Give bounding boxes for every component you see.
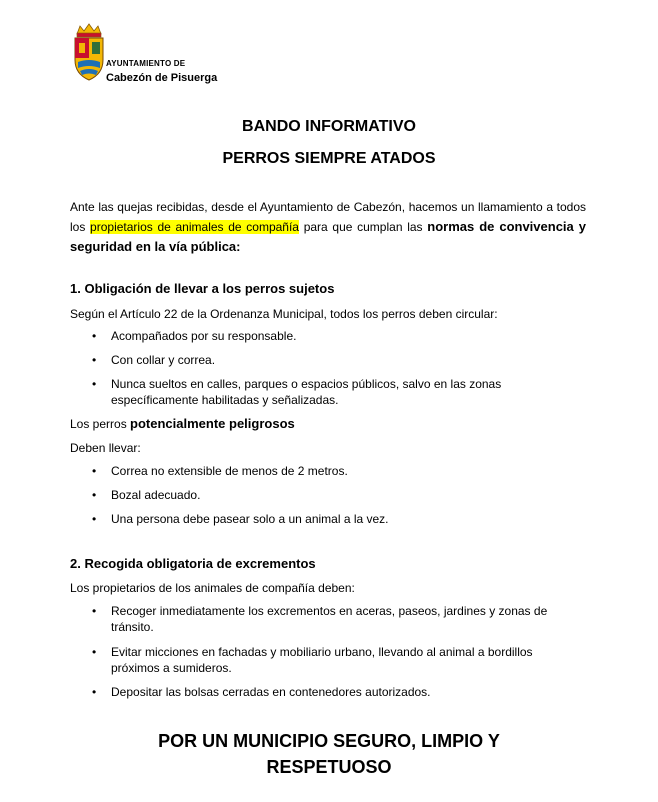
document-title: BANDO INFORMATIVO [242, 118, 416, 135]
section-1-lead: Según el Artículo 22 de la Ordenanza Municipal, todos los perros deben circular: [70, 307, 498, 321]
bullet-icon: • [92, 377, 97, 391]
list-item: Bozal adecuado. [111, 488, 201, 502]
bullet-icon: • [92, 645, 97, 659]
dangerous-bold: potencialmente peligrosos [130, 416, 295, 431]
section-1-heading: 1. Obligación de llevar a los perros sujetos [70, 281, 335, 296]
bullet-icon: • [92, 604, 97, 618]
footer-slogan [0, 728, 658, 780]
must-carry-label: Deben llevar: [70, 441, 141, 455]
intro-highlight: propietarios de animales de compañía [90, 220, 299, 234]
list-item: Una persona debe pasear solo a un animal a la vez. [111, 512, 389, 526]
coat-of-arms-logo [72, 22, 106, 84]
bullet-icon: • [92, 685, 97, 699]
intro-text-1: Ante las quejas recibidas, desde el Ayuntamiento de Cabezón, hacemos un llamamiento a todos los [70, 200, 586, 234]
org-line-2: Cabezón de Pisuerga [106, 72, 218, 84]
document-subtitle: PERROS SIEMPRE ATADOS [222, 150, 436, 167]
bullet-icon: • [92, 464, 97, 478]
list-item: Depositar las bolsas cerradas en contenedores autorizados. [111, 685, 431, 699]
dangerous-prefix: Los perros [70, 417, 131, 431]
intro-bold: normas de convivencia y seguridad en la vía pública: [70, 219, 586, 254]
section-2-heading: 2. Recogida obligatoria de excrementos [70, 556, 316, 571]
intro-paragraph [70, 198, 586, 257]
list-item: Con collar y correa. [111, 353, 216, 367]
organization-name [106, 54, 217, 84]
dangerous-dogs-line [70, 416, 590, 431]
org-line-1: AYUNTAMIENTO DE [106, 59, 186, 68]
section-2-lead: Los propietarios de los animales de compañía deben: [70, 581, 355, 595]
slogan-text: POR UN MUNICIPIO SEGURO, LIMPIO Y RESPETUOSO [158, 731, 500, 777]
bullet-icon: • [92, 512, 97, 526]
list-item: Recoger inmediatamente los excrementos en aceras, paseos, jardines y zonas de tránsito. [111, 604, 548, 634]
intro-text-2: para que cumplan las [298, 220, 428, 234]
bullet-icon: • [92, 353, 97, 367]
list-item: Evitar micciones en fachadas y mobiliario urbano, llevando al animal a bordillos próximos a sumideros. [111, 645, 533, 675]
list-item: Correa no extensible de menos de 2 metros. [111, 464, 348, 478]
bullet-icon: • [92, 488, 97, 502]
list-item: Nunca sueltos en calles, parques o espacios públicos, salvo en las zonas específicamente habilitadas y señalizadas. [111, 377, 502, 407]
bullet-icon: • [92, 329, 97, 343]
list-item: Acompañados por su responsable. [111, 329, 297, 343]
